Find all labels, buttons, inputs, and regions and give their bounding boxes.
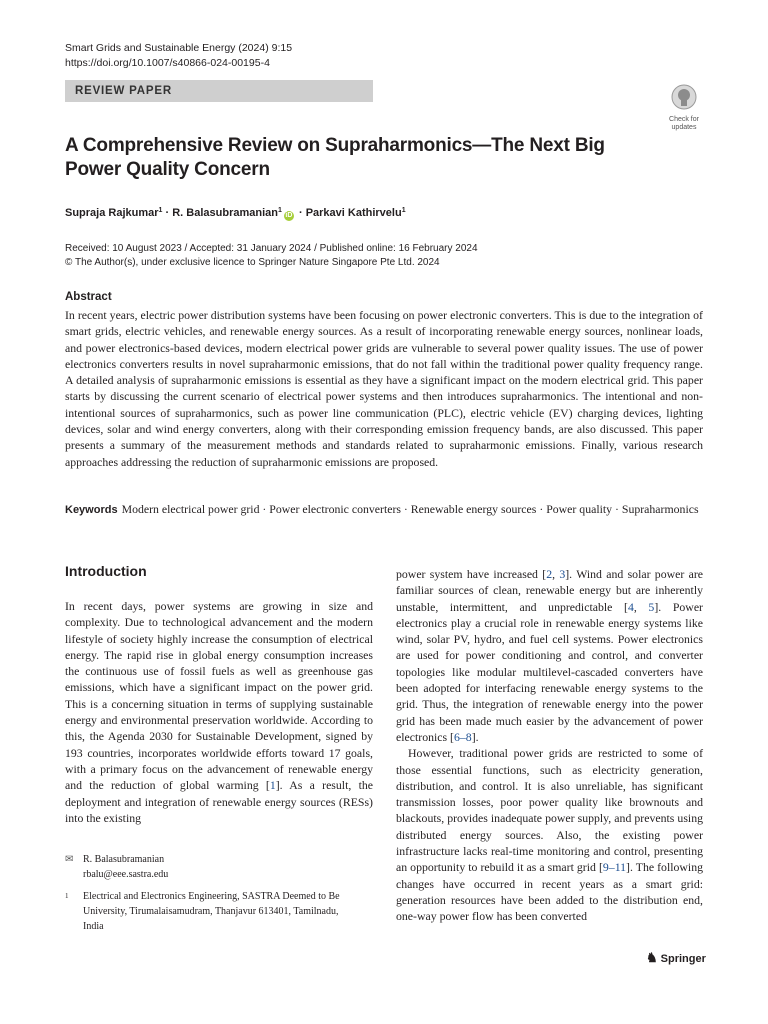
check-for-updates-label: Check for updates bbox=[669, 116, 699, 131]
author-name[interactable]: Parkavi Kathirvelu bbox=[305, 207, 402, 219]
check-for-updates-badge[interactable] bbox=[664, 84, 704, 131]
paragraph-text: In recent days, power systems are growing in size and complexity. Due to technological advancement and the modern lifestyle of society highly increase the consumption of electrical energy. The rapid rise in global energy consumption increases the continuous use of fossil fuels as well as greenhouse gas emissions, which have a significant impact on the power grid. This is a concerning situation in terms of supplying sustainable energy and environmental preservation worldwide. According to this, the Agenda 2030 for Sustainable Development, signed by 193 countries, incorporates worldwide efforts toward 17 goals, with a primary focus on the advancement of renewable energy and the reduction of global warming [ bbox=[65, 599, 373, 793]
affiliation-marker: 1 bbox=[401, 207, 406, 214]
copyright-line: © The Author(s), under exclusive licence to Springer Nature Singapore Pte Ltd. 2024 bbox=[65, 257, 440, 268]
keywords bbox=[65, 501, 703, 518]
citation-link[interactable]: 1 bbox=[269, 778, 276, 793]
citation-link[interactable]: 9–11 bbox=[602, 860, 627, 875]
author-list bbox=[65, 203, 406, 221]
affiliation-text: Electrical and Electronics Engineering, SASTRA Deemed to Be University, Tirumalaisamudram, Thanjavur 613401, Tamilnadu, India bbox=[83, 891, 340, 932]
corresponding-author bbox=[65, 852, 365, 882]
citation-link[interactable]: 6–8 bbox=[453, 729, 472, 744]
keywords-label: Keywords bbox=[65, 504, 118, 516]
paragraph-text: power system have increased [ bbox=[396, 567, 547, 581]
left-column bbox=[65, 598, 373, 826]
affiliation-marker: 1 bbox=[158, 207, 163, 214]
paragraph bbox=[396, 745, 703, 924]
author-separator: · bbox=[295, 207, 306, 219]
paragraph-text: ]. The following changes have occurred in recent years as a smart grid: generation resources have been added to the distribution end, one-way power flow has been converted bbox=[396, 860, 704, 924]
paragraph-text: ]. Power electronics play a crucial role in renewable energy systems like wind, solar PV, hydro, and fuel cell systems. Power electronics are used for power conditioning and control, and converter topologies like modular multilevel-cascaded converters have been adopted for interfacing renewable energy systems to the grid. Thus, the integration of renewable energy into the power grid has been made much easier by the advancement of power electronics [ bbox=[396, 599, 703, 744]
keywords-text: Modern electrical power grid · Power electronic converters · Renewable energy sources · Power quality · Supraharmonics bbox=[121, 502, 699, 516]
paragraph bbox=[396, 566, 703, 745]
paragraph-text: ]. As a result, the deployment and integration of renewable energy sources (RESs) into the existing bbox=[65, 778, 373, 825]
publisher-logo bbox=[646, 950, 706, 966]
affiliation-footnote bbox=[65, 889, 365, 934]
paragraph-text: ]. bbox=[471, 729, 479, 744]
author-name[interactable]: R. Balasubramanian bbox=[172, 207, 278, 219]
citation-link[interactable]: 2 bbox=[546, 567, 553, 581]
envelope-icon: ✉ bbox=[65, 854, 74, 865]
affiliation-number: 1 bbox=[65, 892, 69, 900]
section-heading-introduction: Introduction bbox=[65, 563, 147, 579]
corresponding-author-email[interactable]: rbalu@eee.sastra.edu bbox=[83, 869, 169, 880]
abstract-text: In recent years, electric power distribution systems have been focusing on power electronic converters. This is due to the integration of smart grids, electric vehicles, and renewable energy sources. As a result of incorporating renewable energy sources, nonlinear loads, and power electronics-based devices, modern electrical power grids are vulnerable to several power quality issues. The use of power electronics converters results in novel supraharmonic emissions, that do not fall within the traditional power quality frequency range. A detailed analysis of supraharmonic emissions is essential as they have a significant impact on the modern electrical grid. This paper starts by discussing the current scenario of electrical power systems and then introduces supraharmonics. The intentional and non-intentional sources of supraharmonics, such as power line communication (PLC), electric vehicle (EV) charging devices, lighting devices, solar and wind energy converters, along with their corresponding emission frequency bands, are also discussed. This paper presents a summary of the measurement methods and standards related to supraharmonic emissions. Finally, various research approaches addressing the reduction of supraharmonic emissions are proposed. bbox=[65, 308, 703, 469]
abstract-heading: Abstract bbox=[65, 291, 112, 303]
citation-link[interactable]: 3 bbox=[559, 567, 566, 581]
citation-link[interactable]: 4 bbox=[627, 599, 634, 614]
paper-type-banner: REVIEW PAPER bbox=[65, 80, 373, 102]
paragraph bbox=[65, 598, 373, 826]
paragraph-text: ]. Wind and solar power are familiar sources of clean, renewable energy but are inherently unstable, intermittent, and unpredictable [ bbox=[396, 567, 703, 614]
corresponding-author-name: R. Balasubramanian bbox=[83, 854, 165, 865]
author-separator: · bbox=[162, 207, 173, 219]
author-name[interactable]: Supraja Rajkumar bbox=[65, 207, 159, 219]
crossmark-icon bbox=[671, 84, 697, 110]
affiliation-marker: 1 bbox=[278, 207, 282, 214]
citation-link[interactable]: 5 bbox=[648, 599, 655, 614]
journal-citation: Smart Grids and Sustainable Energy (2024) 9:15 bbox=[65, 42, 293, 54]
right-column bbox=[396, 566, 703, 925]
doi-link[interactable]: https://doi.org/10.1007/s40866-024-00195-4 bbox=[65, 57, 270, 69]
publisher-name: Springer bbox=[660, 953, 706, 965]
citation-separator: , bbox=[633, 599, 649, 614]
citation-separator: , bbox=[552, 567, 560, 581]
orcid-icon[interactable]: iD bbox=[285, 212, 293, 219]
paragraph-text: However, traditional power grids are restricted to some of those essential functions, such as electricity generation, distribution, and control. It is also unreliable, has significant transmission losses, poor power quality like brownouts and blackouts, provides inadequate power supply, and prevents using distributed energy sources. Also, the existing power infrastructure lacks real-time monitoring and control, presenting an opportunity to rebuild it as a smart grid [ bbox=[396, 746, 703, 875]
springer-horse-icon: ♞ bbox=[646, 950, 658, 965]
publication-history bbox=[65, 242, 478, 270]
dates-line: Received: 10 August 2023 / Accepted: 31 January 2024 / Published online: 16 February 2024 bbox=[65, 243, 478, 254]
paper-title: A Comprehensive Review on Supraharmonics—The Next Big Power Quality Concern bbox=[65, 135, 605, 180]
journal-header bbox=[65, 41, 292, 71]
